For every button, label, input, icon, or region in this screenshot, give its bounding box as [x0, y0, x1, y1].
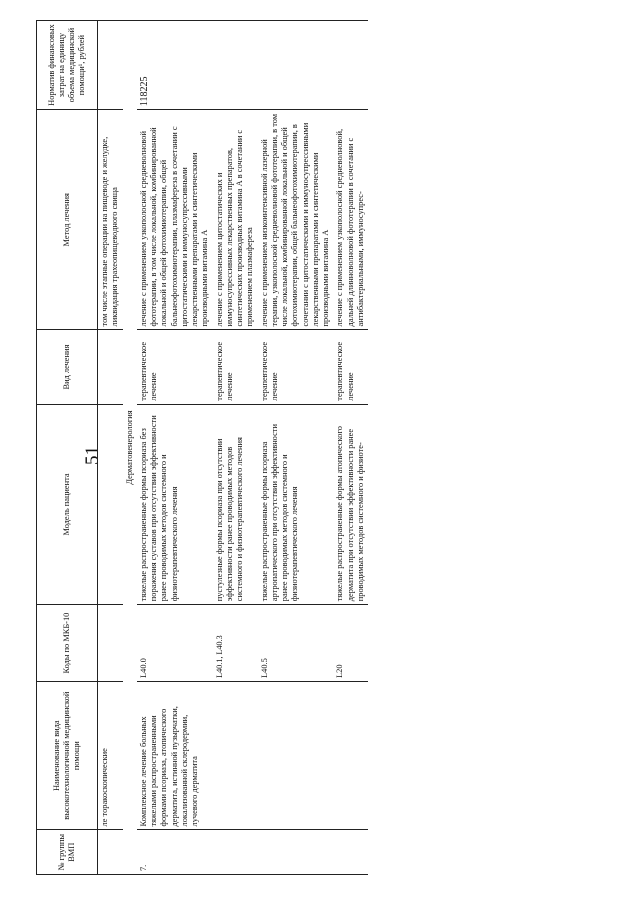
row-model: тяжелые распространенные формы атопического дерматита при отсутствии эффективности ранее проводимых методов системного и физиоте-	[333, 404, 368, 605]
row-method: лечение с применением узкополосной средневолновой фототерапии, в том числе локальной, комбинированной локальной и общей фотохимиотерапии, общей бальнеофотохимиотерапии, плазмафереза в сочетании с цитостатическими и иммуносупрессивными лекарственными препаратами и синтетическими производными витамина А	[137, 110, 213, 330]
row-method: лечение с применением узкополосной средневолновой, дальней длинноволновой фототерапии в сочетании с антибактериальными, иммуносупрес-	[333, 110, 368, 330]
row-method: лечение с применением цитостатических и иммуносупрессивных лекарственных препаратов, синтетических производных витамина А в сочетании с применением плазмафереза	[213, 110, 258, 330]
carry-over-row	[98, 21, 123, 875]
header-patient-model: Модель пациента	[37, 404, 98, 605]
header-cost-norm: Норматив финансовых затрат на единицу объема медицинской помощи¹, рублей	[37, 21, 98, 110]
header-treatment-method: Метод лечения	[37, 110, 98, 330]
table-row	[258, 21, 334, 875]
row-treatment-type: терапевтическое лечение	[258, 330, 334, 404]
table-row	[213, 21, 258, 875]
row-treatment-type: терапевтическое лечение	[333, 330, 368, 404]
carry-vmp-name: ле торакоскопические	[98, 681, 123, 830]
header-treatment-type: Вид лечения	[37, 330, 98, 404]
table-header-row	[37, 21, 98, 875]
group-number: 7.	[137, 830, 213, 875]
page-number: 51	[82, 446, 103, 465]
group-vmp-name: Комплексное лечение больных тяжелыми распространенными формами псориаза, атопического дерматита, истинной пузырчатки, локализованной склеродермии, лучевого дерматита	[137, 681, 213, 830]
header-mkb-codes: Коды по МКБ-10	[37, 605, 98, 682]
row-mkb: L40.1, L40.3	[213, 605, 258, 682]
row-model: пустулезные формы псориаза при отсутствии эффективности ранее проводимых методов системного и физиотерапевтического лечения	[213, 404, 258, 605]
group-cost-norm: 118225	[137, 21, 213, 110]
table-row	[333, 21, 368, 875]
row-mkb: L40.5	[258, 605, 334, 682]
section-row	[123, 21, 137, 875]
header-vmp-name: Наименование вида высокотехнологичной медицинской помощи	[37, 681, 98, 830]
row-mkb: L20	[333, 605, 368, 682]
row-model: тяжелые распространенные формы псориаза без поражения суставов при отсутствии эффективности ранее проводимых методов системного и физиотерапевтического лечения	[137, 404, 213, 605]
row-treatment-type: терапевтическое лечение	[213, 330, 258, 404]
row-treatment-type: терапевтическое лечение	[137, 330, 213, 404]
vmp-table	[36, 20, 368, 875]
header-group-no: № группы ВМП	[37, 830, 98, 875]
section-title: Дерматовенерология	[123, 21, 137, 875]
row-mkb: L40.0	[137, 605, 213, 682]
row-model: тяжелые распространенные формы псориаза артропатического при отсутствии эффективности ранее проводимых методов системного и физиотерапевтического лечения	[258, 404, 334, 605]
table-row	[137, 21, 213, 875]
carry-treatment-method: том числе этапные операции на пищеводе и желудке, ликвидация трахеопищеводного свища	[98, 110, 123, 330]
row-method: лечение с применением низкоинтенсивной лазерной терапии, узкополосной средневолновой фототерапии, в том числе локальной, комбинированной локальной и общей фотохимиотерапии, общей бальнеофотохимиотерапии, в сочетании с цитостатическими и иммуносупрессивными лекарственными препаратами и синтетическими производными витамина А	[258, 110, 334, 330]
